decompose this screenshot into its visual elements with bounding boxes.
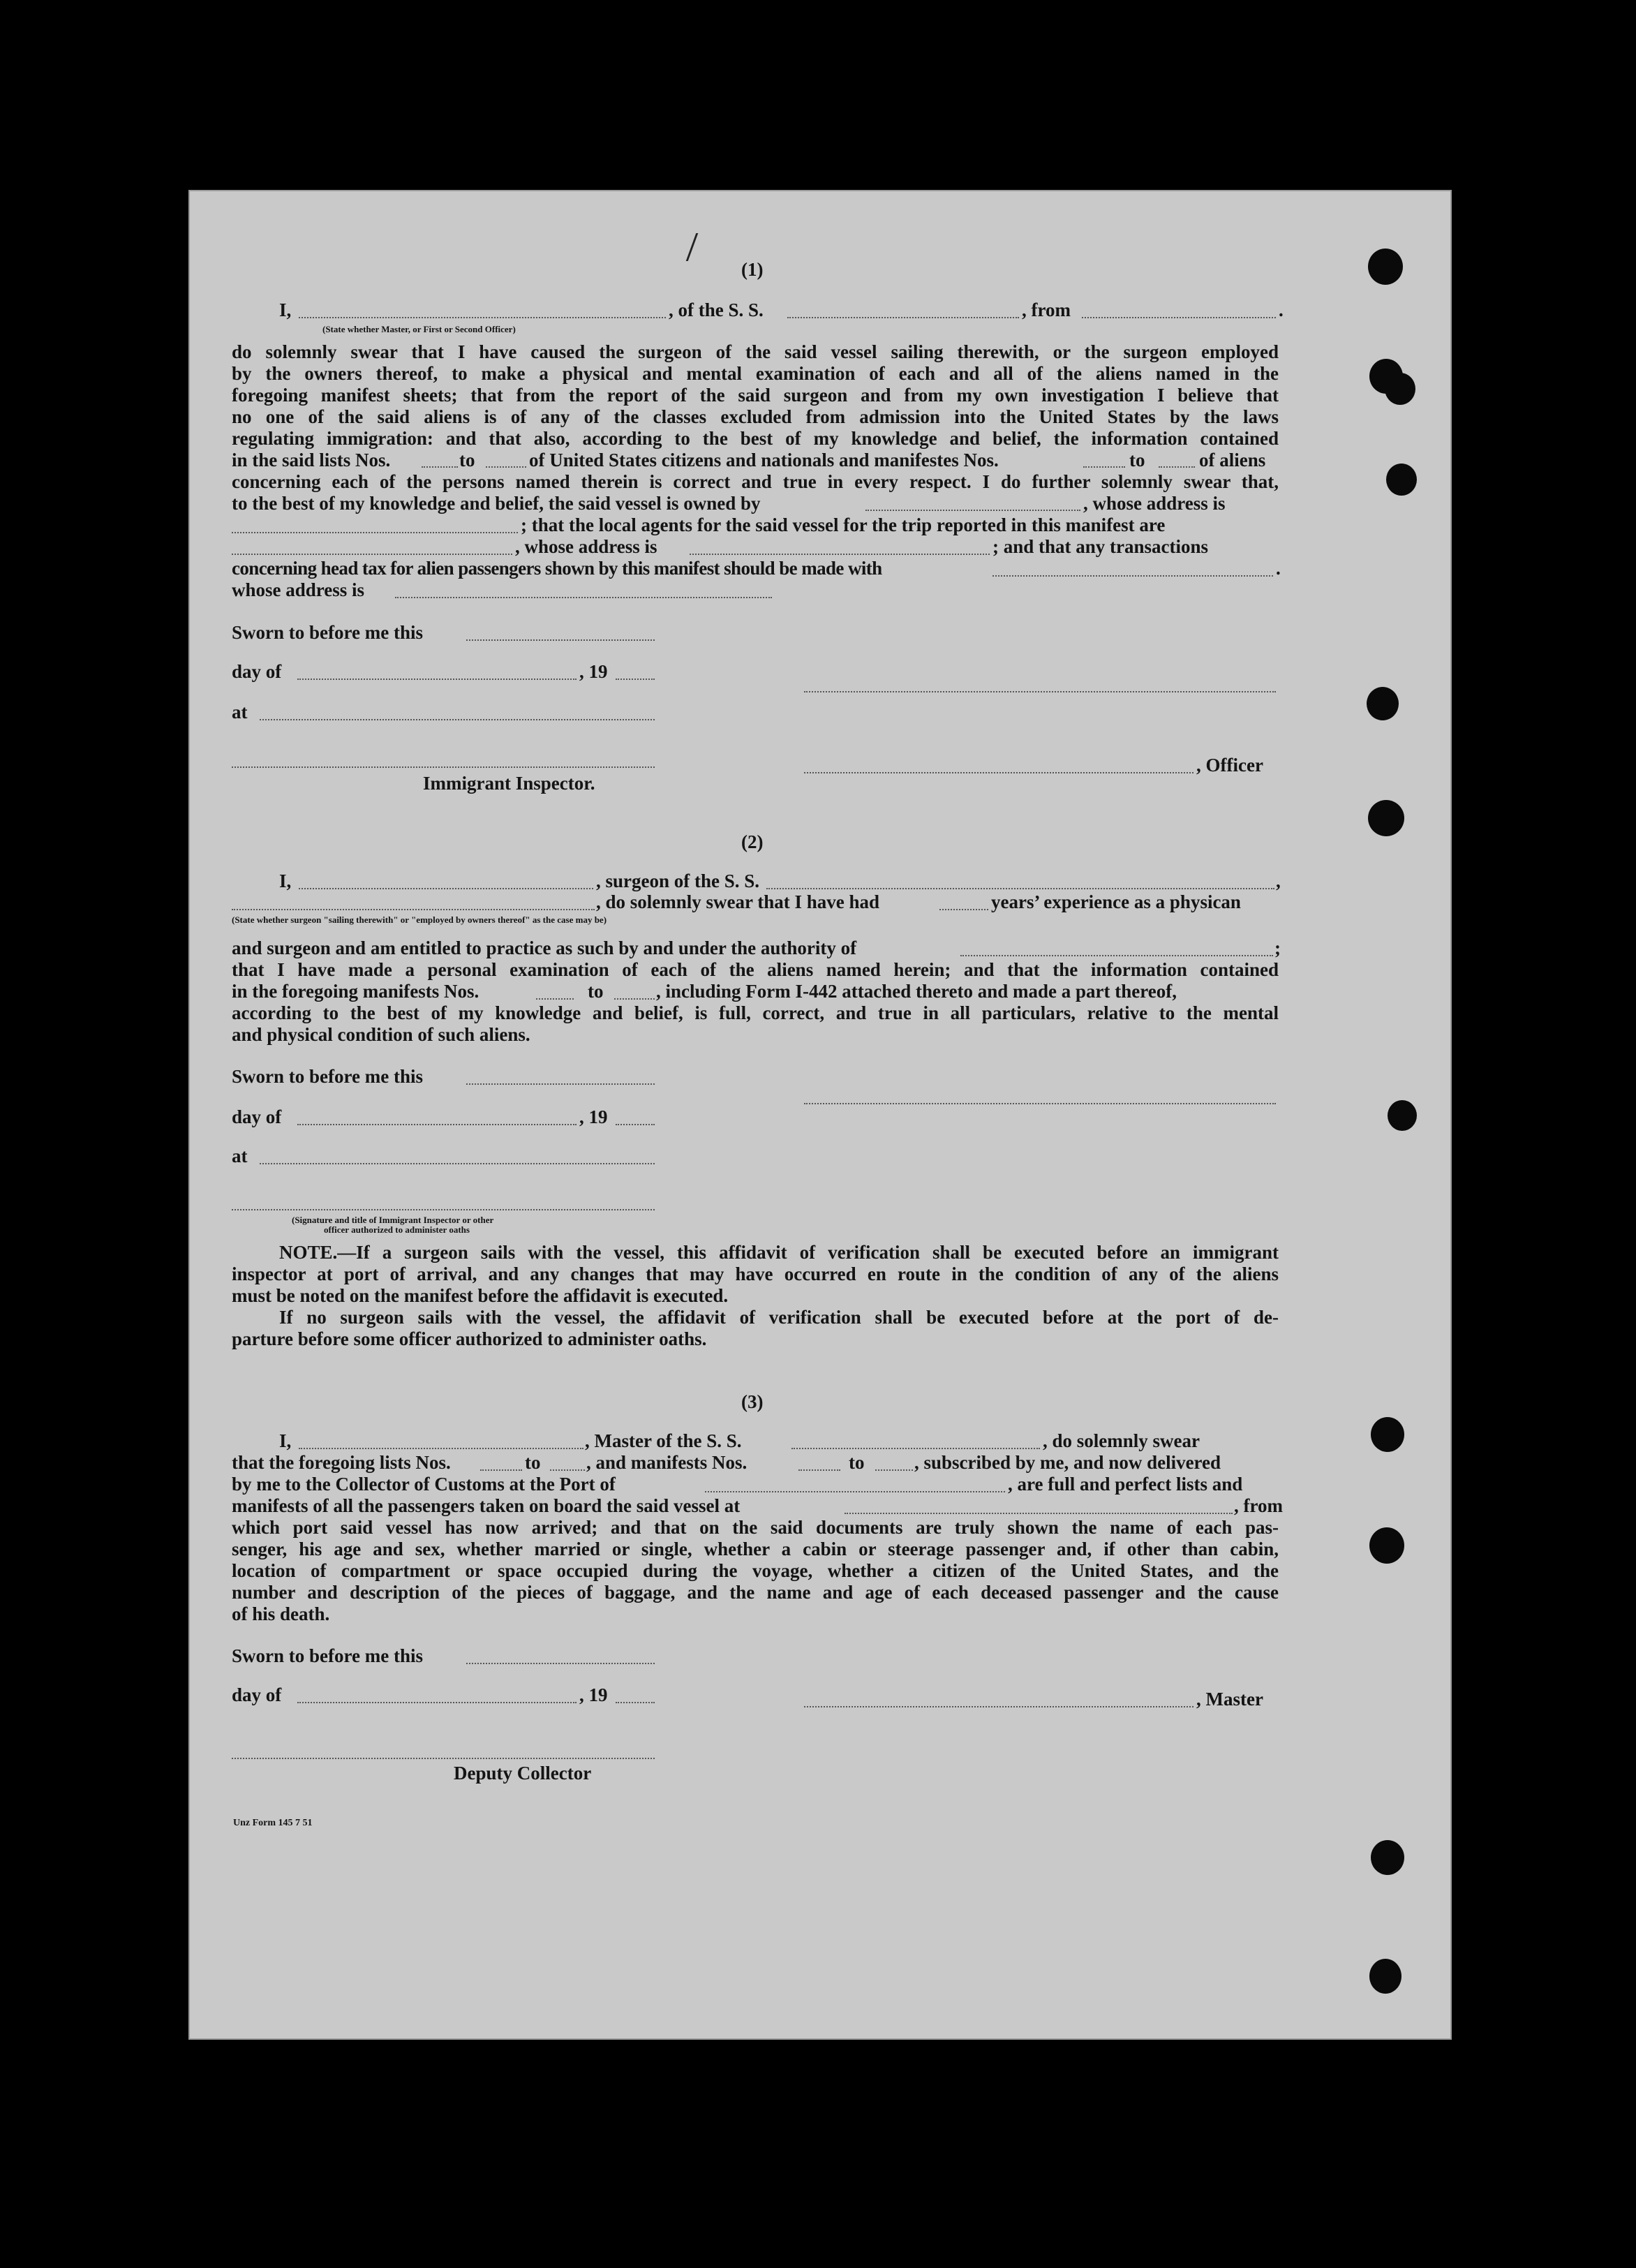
- s2-i-label: I,: [279, 870, 292, 891]
- s1-para-line-2: by the owners thereof, to make a physical and mental examination of each and all of the aliens named in the: [232, 363, 1279, 384]
- s1-line1-end: .: [1279, 299, 1284, 320]
- s2-manifests-label: in the foregoing manifests Nos.: [232, 981, 479, 1002]
- s1-rank-note: (State whether Master, or First or Second Officer): [322, 324, 516, 334]
- s1-manifests-label: of United States citizens and nationals and manifestes Nos.: [529, 450, 999, 470]
- s2-line1-end: ,: [1276, 870, 1281, 891]
- s2-surgeon-name-field[interactable]: [299, 888, 593, 889]
- punch-hole-icon: [1368, 800, 1404, 836]
- s1-whose-address-label: whose address is: [232, 579, 365, 600]
- s1-owner-address-field[interactable]: [232, 532, 518, 533]
- s3-day-of-label: day of: [232, 1684, 282, 1705]
- s3-lists-to-field[interactable]: [550, 1469, 585, 1471]
- s2-swear-label: , do solemnly swear that I have had: [596, 891, 880, 912]
- s3-manifests-label: , and manifests Nos.: [586, 1452, 748, 1473]
- punch-hole-icon: [1371, 1417, 1404, 1452]
- punch-hole-icon: [1368, 249, 1403, 285]
- s2-para-line-4: that I have made a personal examination of each of the aliens named herein; and that the information contained: [232, 959, 1279, 980]
- s2-para-line-6: according to the best of my knowledge and belief, is full, correct, and true in all particulars, relative to the mental: [232, 1002, 1279, 1023]
- s3-master-sign-label: , Master: [1196, 1689, 1263, 1710]
- s1-from-port-field[interactable]: [1082, 317, 1276, 318]
- s1-aliens-label: of aliens: [1199, 450, 1266, 470]
- s2-signature-line[interactable]: [804, 1103, 1276, 1104]
- s2-surgeon-status-field[interactable]: [232, 909, 595, 910]
- s3-manifests-to: to: [849, 1452, 865, 1473]
- punch-hole-icon: [1369, 1527, 1404, 1564]
- s1-sworn-field[interactable]: [466, 639, 655, 641]
- s1-inspector-label: Immigrant Inspector.: [423, 773, 595, 794]
- s1-para-line-4: no one of the said aliens is of any of the classes excluded from admission into the United States by the laws: [232, 406, 1279, 427]
- section-2-number: (2): [741, 831, 764, 852]
- s1-at-label: at: [232, 702, 248, 722]
- s1-para-line-5: regulating immigration: and that also, according to the best of my knowledge and belief, the information contained: [232, 428, 1279, 449]
- s3-para-line-6: senger, his age and sex, whether married or single, whether a cabin or steerage passenger and, if other than cabin,: [232, 1539, 1279, 1559]
- s3-lists-perfect-label: , are full and perfect lists and: [1008, 1474, 1243, 1495]
- s1-headtax-end: .: [1276, 558, 1281, 579]
- s3-para-line-5: which port said vessel has now arrived; and that on the said documents are truly shown the name of each pas-: [232, 1517, 1279, 1538]
- s2-note-line-3: must be noted on the manifest before the affidavit is executed.: [232, 1285, 729, 1306]
- s3-manifests-from-field[interactable]: [798, 1469, 840, 1471]
- s1-headtax-label: concerning head tax for alien passengers shown by this manifest should be made with: [232, 558, 882, 579]
- s3-port-label: by me to the Collector of Customs at the Port of: [232, 1474, 616, 1495]
- s1-of-ss-label: , of the S. S.: [669, 299, 764, 320]
- s1-officer-line[interactable]: [804, 772, 1193, 773]
- s2-surgeon-label: , surgeon of the S. S.: [596, 870, 760, 891]
- s1-para-line-1: do solemnly swear that I have caused the surgeon of the said vessel sailing therewith, or the surgeon employed: [232, 341, 1279, 362]
- s3-master-label: , Master of the S. S.: [585, 1430, 742, 1451]
- s3-para-line-7: location of compartment or space occupied during the voyage, whether a citizen of the United States, and the: [232, 1560, 1279, 1581]
- s2-sworn-field[interactable]: [466, 1083, 655, 1085]
- s1-headtax-field[interactable]: [992, 575, 1273, 577]
- s1-owned-label: to the best of my knowledge and belief, the said vessel is owned by: [232, 493, 761, 514]
- s2-note-line-4: If no surgeon sails with the vessel, the affidavit of verification shall be executed before at the port of de-: [279, 1307, 1279, 1328]
- s2-inspector-line[interactable]: [232, 1209, 655, 1210]
- s1-agents-field[interactable]: [232, 554, 512, 555]
- s3-i-label: I,: [279, 1430, 292, 1451]
- s1-para-line-3: foregoing manifest sheets; that from the report of the said surgeon and from my own investigation I believe that: [232, 385, 1279, 406]
- s3-sworn-label: Sworn to before me this: [232, 1645, 423, 1666]
- s2-para-line-7: and physical condition of such aliens.: [232, 1024, 530, 1045]
- section-3-number: (3): [741, 1391, 764, 1412]
- s3-from-label: , from: [1234, 1495, 1283, 1516]
- punch-hole-icon: [1369, 1959, 1401, 1994]
- s1-sworn-label: Sworn to before me this: [232, 622, 423, 643]
- form-page: [188, 190, 1452, 2040]
- s3-master-signature-line[interactable]: [804, 1706, 1193, 1707]
- s3-lists-to: to: [525, 1452, 541, 1473]
- s2-manifests-to-field[interactable]: [614, 998, 655, 1000]
- s1-officer-rank-field[interactable]: [299, 317, 666, 318]
- s3-vessel-name-field[interactable]: [791, 1448, 1040, 1449]
- s3-manifests-to-field[interactable]: [875, 1469, 913, 1471]
- s3-day-field[interactable]: [297, 1702, 577, 1703]
- s1-day-of-label: day of: [232, 661, 282, 682]
- s3-board-port-field[interactable]: [845, 1513, 1233, 1514]
- s2-at-field[interactable]: [260, 1163, 655, 1164]
- s1-agent-address-label: , whose address is: [515, 536, 657, 557]
- s3-year-field[interactable]: [616, 1702, 655, 1703]
- s2-day-of-label: day of: [232, 1106, 282, 1127]
- s2-experience-label: years’ experience as a physican: [991, 891, 1241, 912]
- s1-agents-label: ; that the local agents for the said vessel for the trip reported in this manifest are: [521, 514, 1166, 535]
- s3-para-line-8: number and description of the pieces of baggage, and the name and age of each deceased passenger and the cause: [232, 1582, 1279, 1603]
- s1-owner-address-label: , whose address is: [1083, 493, 1226, 514]
- s1-lists-label: in the said lists Nos.: [232, 450, 391, 470]
- s2-authority-end: ;: [1274, 937, 1281, 958]
- s2-year-label: , 19: [579, 1106, 608, 1127]
- s3-board-label: manifests of all the passengers taken on board the said vessel at: [232, 1495, 741, 1516]
- s1-manifests-from-field[interactable]: [1083, 466, 1125, 468]
- s1-vessel-name-field[interactable]: [787, 317, 1019, 318]
- punch-hole-icon: [1385, 373, 1415, 405]
- s1-signature-line[interactable]: [804, 691, 1276, 692]
- s1-lists-to-field[interactable]: [486, 466, 526, 468]
- section-1-number: (1): [741, 259, 764, 280]
- s3-lists-label: that the foregoing lists Nos.: [232, 1452, 451, 1473]
- s2-note-line-1: NOTE.—If a surgeon sails with the vessel, this affidavit of verification shall be executed before an immigrant: [279, 1242, 1279, 1263]
- s3-master-name-field[interactable]: [299, 1448, 583, 1449]
- s2-authority-field[interactable]: [960, 955, 1273, 956]
- s2-status-note: (State whether surgeon "sailing therewith" or "employed by owners thereof" as the case may be): [232, 914, 607, 925]
- s1-inspector-line[interactable]: [232, 766, 655, 768]
- punch-hole-icon: [1371, 1840, 1404, 1875]
- s3-sworn-field[interactable]: [466, 1663, 655, 1664]
- punch-hole-icon: [1386, 464, 1417, 496]
- s2-note-line-2: inspector at port of arrival, and any changes that may have occurred en route in the condition of any of the aliens: [232, 1263, 1279, 1284]
- s3-deputy-label: Deputy Collector: [454, 1763, 592, 1784]
- s3-port-field[interactable]: [705, 1491, 1005, 1492]
- s2-including-label: , including Form I-442 attached thereto and made a part thereof,: [656, 981, 1177, 1002]
- s1-lists-to: to: [459, 450, 475, 470]
- s1-owner-field[interactable]: [865, 510, 1080, 511]
- s2-signature-note-2: officer authorized to administer oaths: [324, 1224, 470, 1235]
- s2-at-label: at: [232, 1146, 248, 1166]
- punch-hole-icon: [1388, 1100, 1417, 1131]
- s2-vessel-name-field[interactable]: [766, 888, 1274, 889]
- s1-year-label: , 19: [579, 661, 608, 682]
- s1-manifests-to: to: [1129, 450, 1145, 470]
- s2-years-field[interactable]: [939, 909, 988, 910]
- check-mark-icon: [665, 233, 699, 261]
- s3-swear-label: , do solemnly swear: [1043, 1430, 1200, 1451]
- s3-lists-from-field[interactable]: [480, 1469, 522, 1471]
- s1-year-field[interactable]: [616, 679, 655, 680]
- s2-manifests-to: to: [588, 981, 604, 1002]
- s3-para-line-9: of his death.: [232, 1603, 330, 1624]
- s2-note-line-5: parture before some officer authorized to administer oaths.: [232, 1328, 707, 1349]
- s2-signature-note-1: (Signature and title of Immigrant Inspector or other: [292, 1215, 494, 1225]
- s1-transactions-label: ; and that any transactions: [992, 536, 1209, 557]
- s2-authority-label: and surgeon and am entitled to practice as such by and under the authority of: [232, 937, 857, 958]
- s1-whose-address-field[interactable]: [395, 597, 772, 598]
- punch-hole-icon: [1367, 687, 1399, 720]
- s1-officer-label: , Officer: [1196, 755, 1263, 776]
- s1-i-label: I,: [279, 299, 292, 320]
- s1-concerning-line: concerning each of the persons named therein is correct and true in every respect. I do further solemnly swear that,: [232, 471, 1279, 492]
- s1-lists-from-field[interactable]: [422, 466, 458, 468]
- s1-manifests-to-field[interactable]: [1159, 466, 1195, 468]
- s2-year-field[interactable]: [616, 1124, 655, 1125]
- s2-day-field[interactable]: [297, 1124, 577, 1125]
- s1-agent-address-field[interactable]: [690, 554, 990, 555]
- s2-manifests-from-field[interactable]: [536, 998, 574, 1000]
- s3-collector-line[interactable]: [232, 1758, 655, 1759]
- s1-day-field[interactable]: [297, 679, 577, 680]
- s3-subscribed-label: , subscribed by me, and now delivered: [914, 1452, 1221, 1473]
- form-number: Unz Form 145 7 51: [233, 1818, 313, 1828]
- s1-at-field[interactable]: [260, 719, 655, 720]
- s2-sworn-label: Sworn to before me this: [232, 1066, 423, 1087]
- s3-year-label: , 19: [579, 1684, 608, 1705]
- s1-from-label: , from: [1022, 299, 1071, 320]
